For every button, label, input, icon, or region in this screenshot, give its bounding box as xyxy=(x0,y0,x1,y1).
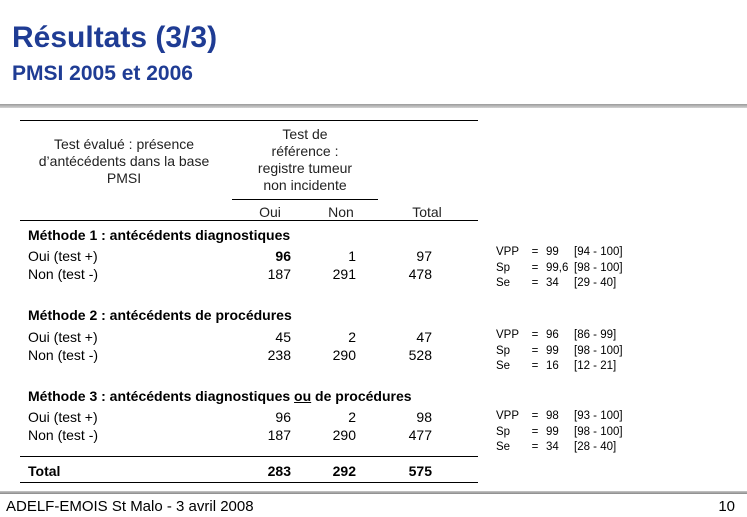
stat-value: 99,6 xyxy=(546,261,569,274)
row-label: Oui (test +) xyxy=(28,329,98,345)
reference-underline xyxy=(232,199,378,200)
total-non: 292 xyxy=(332,463,356,479)
footer-event: ADELF-EMOIS St Malo - 3 avril 2008 xyxy=(6,498,254,515)
header-total: Total xyxy=(412,204,442,220)
cell-total: 97 xyxy=(416,248,432,264)
cell-total: 98 xyxy=(416,409,432,425)
title-divider xyxy=(0,104,747,108)
row-label: Non (test -) xyxy=(28,266,99,282)
stat-value: 34 xyxy=(546,277,559,289)
method-3-title-part: de procédures xyxy=(311,388,412,404)
cell-total: 478 xyxy=(408,266,432,282)
page-number: 10 xyxy=(718,498,735,515)
cell-total: 477 xyxy=(408,427,432,443)
stats-block-method-2 xyxy=(496,328,623,375)
stat-ci: [29 - 40] xyxy=(574,277,617,289)
stat-ci: [98 - 100] xyxy=(574,425,623,438)
stat-value: 99 xyxy=(546,344,559,357)
total-oui: 283 xyxy=(267,463,291,479)
stat-eq: = xyxy=(531,246,539,258)
cell-oui: 96 xyxy=(275,248,291,264)
header-reference-line: non incidente xyxy=(263,177,347,193)
stat-ci: [12 - 21] xyxy=(574,360,617,372)
cell-oui: 45 xyxy=(275,329,291,345)
stat-ci: [98 - 100] xyxy=(574,261,623,274)
stat-eq: = xyxy=(531,261,539,274)
header-reference-line: registre tumeur xyxy=(257,160,353,176)
stat-row-sp xyxy=(496,261,623,277)
stat-ci: [98 - 100] xyxy=(574,344,623,357)
method-3-title-ou: ou xyxy=(294,388,312,404)
cell-oui: 96 xyxy=(275,409,291,425)
cell-oui: 238 xyxy=(267,347,291,363)
header-reference xyxy=(230,126,380,194)
row-label: Oui (test +) xyxy=(28,248,98,264)
method-3-title-part: Méthode 3 : antécédents diagnostiques xyxy=(28,388,295,404)
stat-row-sp xyxy=(496,425,623,441)
stat-label: VPP xyxy=(496,246,520,258)
stat-eq: = xyxy=(531,329,539,341)
method-3-title xyxy=(28,388,412,404)
stat-value: 98 xyxy=(546,410,559,422)
header-reference-line: Test de xyxy=(282,126,328,142)
cell-non: 290 xyxy=(332,427,356,443)
stat-ci: [94 - 100] xyxy=(574,246,623,258)
stat-label: Se xyxy=(496,441,511,453)
cell-non: 2 xyxy=(348,409,356,425)
total-label: Total xyxy=(28,463,61,479)
stat-ci: [28 - 40] xyxy=(574,441,617,453)
slide-title: Résultats (3/3) xyxy=(12,21,218,54)
cell-non: 1 xyxy=(348,248,356,264)
stats-block-method-1 xyxy=(496,245,623,292)
header-test-line: PMSI xyxy=(106,170,142,186)
stat-label: Se xyxy=(496,277,511,289)
cell-total: 528 xyxy=(408,347,432,363)
cell-total: 47 xyxy=(416,329,432,345)
cell-oui: 187 xyxy=(267,266,291,282)
header-reference-line: référence : xyxy=(271,143,339,159)
cell-non: 291 xyxy=(332,266,356,282)
stat-eq: = xyxy=(531,410,539,422)
stat-row-se xyxy=(496,359,623,375)
stat-value: 99 xyxy=(546,246,559,258)
stat-ci: [93 - 100] xyxy=(574,410,623,422)
slide-subtitle: PMSI 2005 et 2006 xyxy=(12,62,193,85)
header-test-evalue xyxy=(20,136,228,187)
header-non: Non xyxy=(328,204,354,220)
total-total: 575 xyxy=(408,463,432,479)
row-label: Non (test -) xyxy=(28,427,99,443)
cell-non: 2 xyxy=(348,329,356,345)
stat-eq: = xyxy=(531,277,539,289)
stat-value: 99 xyxy=(546,425,559,438)
stat-eq: = xyxy=(531,360,539,372)
stat-value: 96 xyxy=(546,329,559,341)
method-1-title: Méthode 1 : antécédents diagnostiques xyxy=(28,227,291,243)
row-label: Non (test -) xyxy=(28,347,99,363)
method-2-title: Méthode 2 : antécédents de procédures xyxy=(28,307,292,323)
stat-row-se xyxy=(496,276,623,292)
stat-row-vpp xyxy=(496,328,623,344)
stat-eq: = xyxy=(531,441,539,453)
table-top-rule xyxy=(20,120,478,121)
stat-value: 16 xyxy=(546,360,559,372)
header-bottom-rule xyxy=(20,220,478,221)
total-top-rule xyxy=(20,456,478,457)
footer-divider xyxy=(0,491,747,494)
table-bottom-rule xyxy=(20,482,478,483)
cell-non: 290 xyxy=(332,347,356,363)
stats-block-method-3 xyxy=(496,409,623,456)
stat-label: Sp xyxy=(496,425,511,438)
row-label: Oui (test +) xyxy=(28,409,98,425)
header-test-line: Test évalué : présence xyxy=(53,136,195,152)
stat-ci: [86 - 99] xyxy=(574,329,617,341)
stat-row-sp xyxy=(496,344,623,360)
stat-row-vpp xyxy=(496,409,623,425)
stat-label: VPP xyxy=(496,410,520,422)
stat-row-vpp xyxy=(496,245,623,261)
header-oui: Oui xyxy=(259,204,281,220)
stat-row-se xyxy=(496,440,623,456)
stat-eq: = xyxy=(531,425,539,438)
stat-value: 34 xyxy=(546,441,559,453)
header-test-line: d’antécédents dans la base xyxy=(38,153,210,169)
stat-label: Sp xyxy=(496,344,511,357)
cell-oui: 187 xyxy=(267,427,291,443)
stat-label: VPP xyxy=(496,329,520,341)
stat-label: Se xyxy=(496,360,511,372)
stat-label: Sp xyxy=(496,261,511,274)
stat-eq: = xyxy=(531,344,539,357)
results-table xyxy=(20,118,478,486)
